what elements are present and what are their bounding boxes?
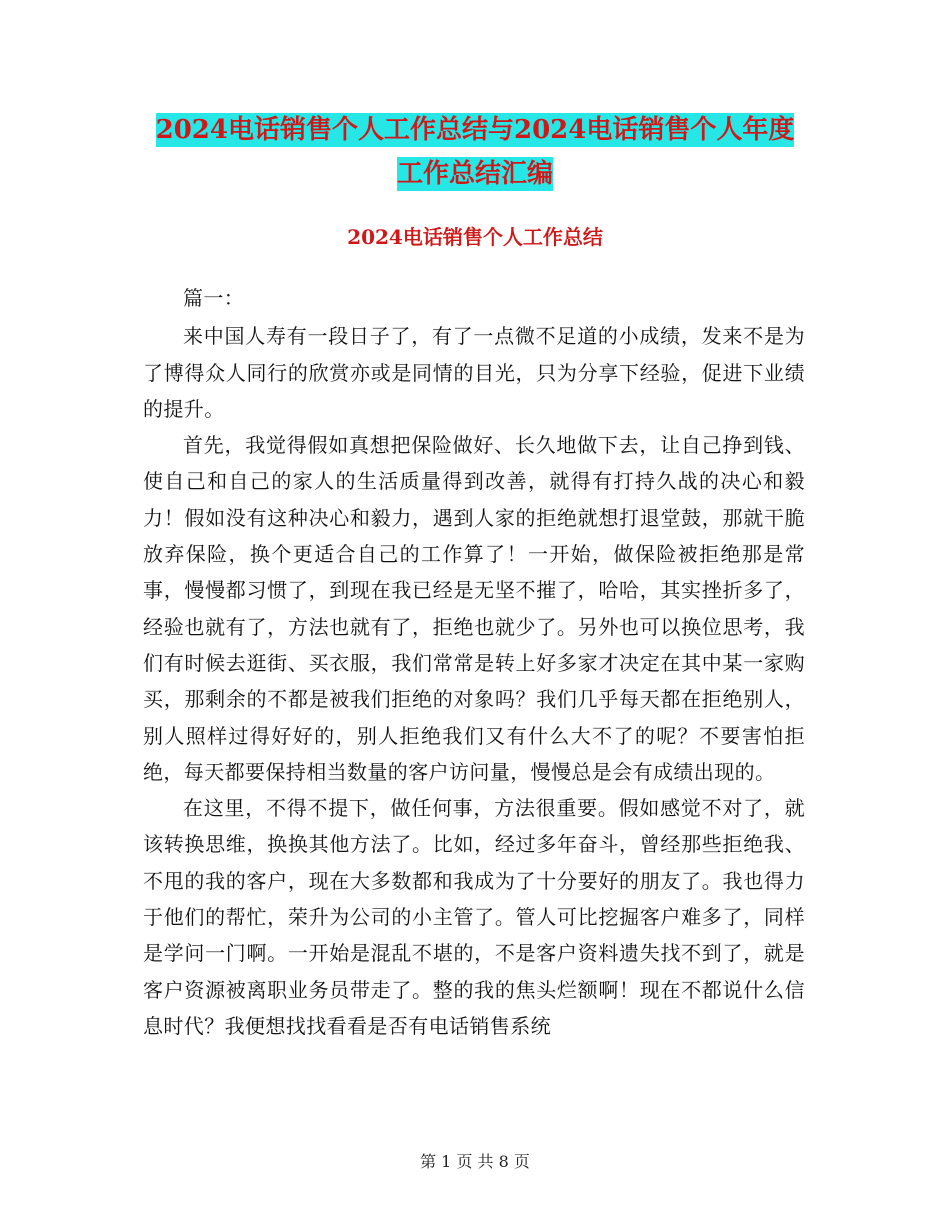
document-title: [0, 108, 950, 196]
document-body: [143, 280, 805, 1044]
paragraph: 首先，我觉得假如真想把保险做好、长久地做下去，让自己挣到钱、使自己和自己的家人的生活质量得到改善，就得有打持久战的决心和毅力！假如没有这种决心和毅力，遇到人家的拒绝就想打退堂鼓，那就干脆放弃保险，换个更适合自己的工作算了！一开始，做保险被拒绝那是常事，慢慢都习惯了，到现在我已经是无坚不摧了，哈哈，其实挫折多了，经验也就有了，方法也就有了，拒绝也就少了。另外也可以换位思考，我们有时候去逛街、买衣服，我们常常是转上好多家才决定在其中某一家购买，那剩余的不都是被我们拒绝的对象吗？我们几乎每天都在拒绝别人，别人照样过得好好的，别人拒绝我们又有什么大不了的呢？不要害怕拒绝，每天都要保持相当数量的客户访问量，慢慢总是会有成绩出现的。: [143, 433, 805, 784]
document-title-line-1: 2024电话销售个人工作总结与2024电话销售个人年度: [155, 115, 795, 145]
document-title-line-2: 工作总结汇编: [396, 159, 553, 189]
paragraph: 来中国人寿有一段日子了，有了一点微不足道的小成绩，发来不是为了博得众人同行的欣赏亦或是同情的目光，只为分享下经验，促进下业绩的提升。: [143, 324, 805, 421]
section-title: 2024电话销售个人工作总结: [347, 225, 603, 249]
page-footer: 第 1 页 共 8 页: [420, 1152, 530, 1171]
paragraph: 在这里，不得不提下，做任何事，方法很重要。假如感觉不对了，就该转换思维，换换其他方法了。比如，经过多年奋斗，曾经那些拒绝我、不甩的我的客户，现在大多数都和我成为了十分要好的朋友了。我也得力于他们的帮忙，荣升为公司的小主管了。管人可比挖掘客户难多了，同样是学问一门啊。一开始是混乱不堪的，不是客户资料遗失找不到了，就是客户资源被离职业务员带走了。整的我的焦头烂额啊！现在不都说什么信息时代？我便想找找看看是否有电话销售系统: [143, 796, 805, 1038]
part-heading: 篇一：: [183, 286, 245, 310]
